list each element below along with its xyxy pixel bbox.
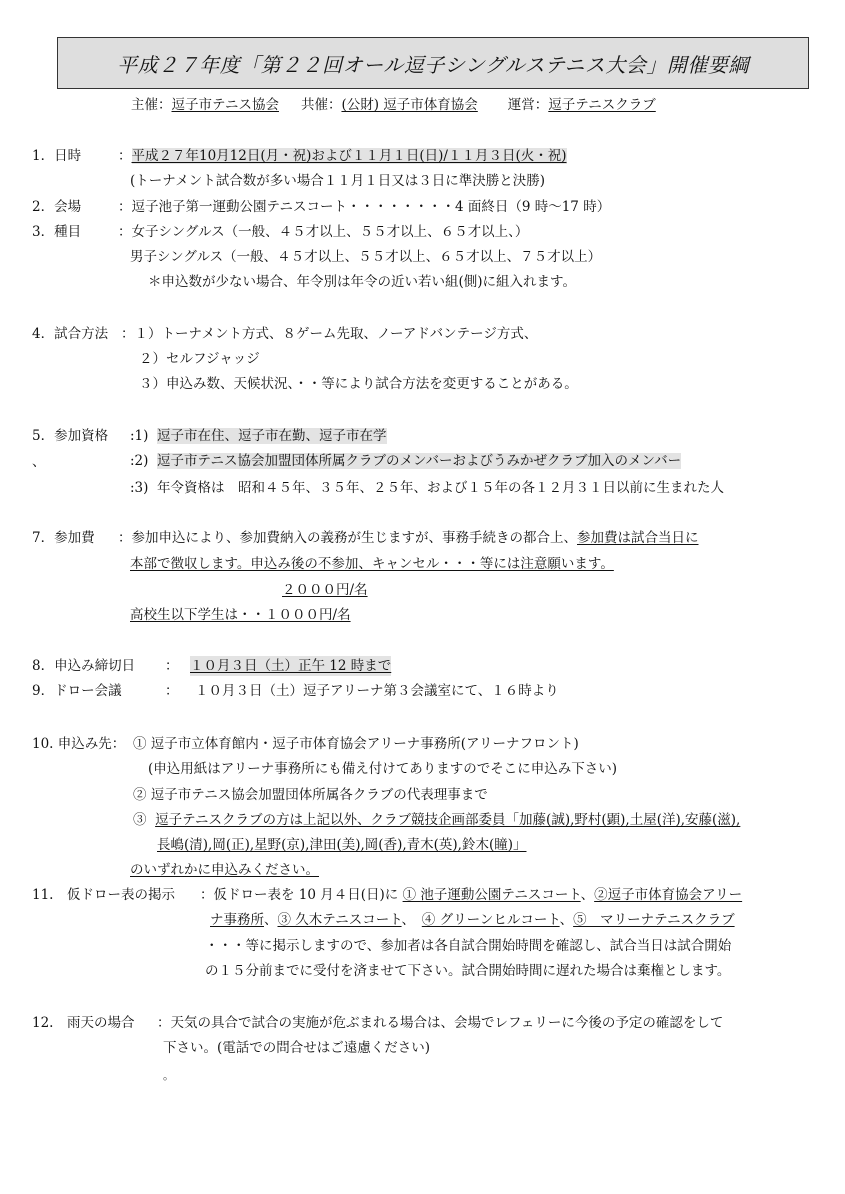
eligibility-item3: :3) 年令資格は 昭和４５年、３５年、２５年、および１５年の各１２月３１日以前に生まれた人 xyxy=(130,480,724,496)
section-fee-label: 7．参加費 xyxy=(32,530,95,546)
location-5: ⑤ マリーナテニスクラブ xyxy=(573,912,735,928)
provisional-draw-line4: の１５分前までに受付を済ませて下さい。試合開始時間に遅れた場合は棄権とします。 xyxy=(205,963,731,979)
section-method-line3: ３）申込み数、天候状況、・・等により試合方法を変更することがある。 xyxy=(139,376,578,392)
eligibility-item2: :2) 逗子市テニス協会加盟団体所属クラブのメンバーおよびうみかぜクラブ加入のメンバー xyxy=(130,453,682,469)
section-datetime-line2: (トーナメント試合数が多い場合１１月１日又は３日に準決勝と決勝) xyxy=(130,173,545,189)
location-2: ②逗子市体育協会アリー xyxy=(594,887,743,903)
location-1: ① 池子運動公園テニスコート xyxy=(402,887,581,903)
fee-students: 高校生以下学生は・・１０００円/名 xyxy=(130,607,351,623)
provisional-draw-line1: ：仮ドロー表を 10 月４日(日)に ① 池子運動公園テニスコート、②逗子市体育協会アリー xyxy=(200,887,743,903)
section-events-line3: ＊申込数が少ない場合、年令別は年令の近い若い組(側)に組入れます。 xyxy=(148,274,576,290)
application-line2: (申込用紙はアリーナ事務所にも備え付けてありますのでそこに申込み下さい) xyxy=(148,761,617,777)
rain-line3: 。 xyxy=(163,1069,174,1082)
section-datetime-label: 1．日時 xyxy=(32,148,82,164)
rain-line1: ：天気の具合で試合の実施が危ぶまれる場合は、会場でレフェリーに今後の予定の確認をして xyxy=(157,1015,724,1031)
section-venue-text: ：逗子池子第一運動公園テニスコート・・・・・・・・4 面終日（9 時〜17 時） xyxy=(118,199,611,215)
section-application-label: 10. 申込み先： xyxy=(32,736,126,752)
section-events-line2: 男子シングルス（一般、４５才以上、５５才以上、６５才以上、７５才以上） xyxy=(130,249,602,265)
deadline-colon: ： xyxy=(165,658,179,674)
draw-meeting-colon: ： xyxy=(165,683,179,699)
provisional-draw-line2: ナ事務所、③ 久木テニスコート、 ④ グリーンヒルコート、⑤ マリーナテニスクラブ xyxy=(210,912,735,928)
application-line4: ③ 逗子テニスクラブの方は上記以外、クラブ競技企画部委員「加藤(誠),野村(顕),土屋(洋),安藤(滋), xyxy=(133,812,741,828)
section-provisional-draw-label: 11. 仮ドロー表の掲示 xyxy=(32,887,175,903)
title-box xyxy=(57,37,809,89)
section-events-line1: ：女子シングルス（一般、４５才以上、５５才以上、６５才以上、） xyxy=(118,224,529,240)
location-4: ④ グリーンヒルコート xyxy=(421,912,560,928)
operator-label: 運営： xyxy=(507,97,549,113)
section-fee-line1: ：参加申込により、参加費納入の義務が生じますが、事務手続きの都合上、参加費は試合当日に xyxy=(118,530,699,546)
eligibility-item1: :1) 逗子市在住、逗子市在勤、逗子市在学 xyxy=(130,428,387,444)
rain-line2: 下さい。(電話での問合せはご遠慮ください) xyxy=(163,1040,431,1056)
cohost-name: (公財) 逗子市体育協会 xyxy=(341,97,478,113)
host-name: 逗子市テニス協会 xyxy=(171,97,279,113)
application-line3: ② 逗子市テニス協会加盟団体所属各クラブの代表理事まで xyxy=(133,787,488,803)
section-method-line2: ２）セルフジャッジ xyxy=(139,351,260,367)
datetime-value: 平成２７年10月12日(月・祝)および１１月１日(日)/１１月３日(火・祝) xyxy=(131,148,567,164)
section-venue-label: 2．会場 xyxy=(32,199,82,215)
section-fee-line2: 本部で徴収します。申込み後の不参加、キャンセル・・・等には注意願います。 xyxy=(130,556,614,572)
section-deadline-label: 8．申込み締切日 xyxy=(32,658,136,674)
draw-meeting-value: １０月３日（土）逗子アリーナ第３会議室にて、１６時より xyxy=(195,683,559,699)
section-draw-meeting-label: 9．ドロー会議 xyxy=(32,683,122,699)
deadline-value: １０月３日（土）正午 12 時まで xyxy=(190,658,392,674)
cohost-label: 共催： xyxy=(300,97,342,113)
section-method-label: 4．試合方法 xyxy=(32,326,109,342)
location-3: ③ 久木テニスコート xyxy=(277,912,402,928)
section-rain-label: 12. 雨天の場合 xyxy=(32,1015,135,1031)
section-events-label: 3．種目 xyxy=(32,224,82,240)
organizers-line xyxy=(131,95,656,115)
application-line5: 長嶋(清),岡(正),星野(京),津田(美),岡(香),青木(英),鈴木(瞳)」 xyxy=(157,837,527,853)
application-line6: のいずれかに申込みください。 xyxy=(130,862,319,878)
application-line1: ① 逗子市立体育館内・逗子市体育協会アリーナ事務所(アリーナフロント) xyxy=(133,736,579,752)
operator-name: 逗子テニスクラブ xyxy=(548,97,656,113)
eligibility-stray-mark: 、 xyxy=(32,454,46,470)
section-datetime-line1: ：平成２７年10月12日(月・祝)および１１月１日(日)/１１月３日(火・祝) xyxy=(118,148,567,164)
fee-general: ２０００円/名 xyxy=(282,582,368,598)
provisional-draw-line3: ・・・等に掲示しますので、参加者は各自試合開始時間を確認し、試合当日は試合開始 xyxy=(205,938,732,954)
page-title: 平成２７年度「第２２回オール逗子シングルステニス大会」開催要綱 xyxy=(117,52,749,77)
host-label: 主催： xyxy=(131,97,172,113)
section-method-line1: ：１）トーナメント方式、８ゲーム先取、ノーアドバンテージ方式、 xyxy=(121,326,538,342)
section-eligibility-label: 5．参加資格 xyxy=(32,428,109,444)
